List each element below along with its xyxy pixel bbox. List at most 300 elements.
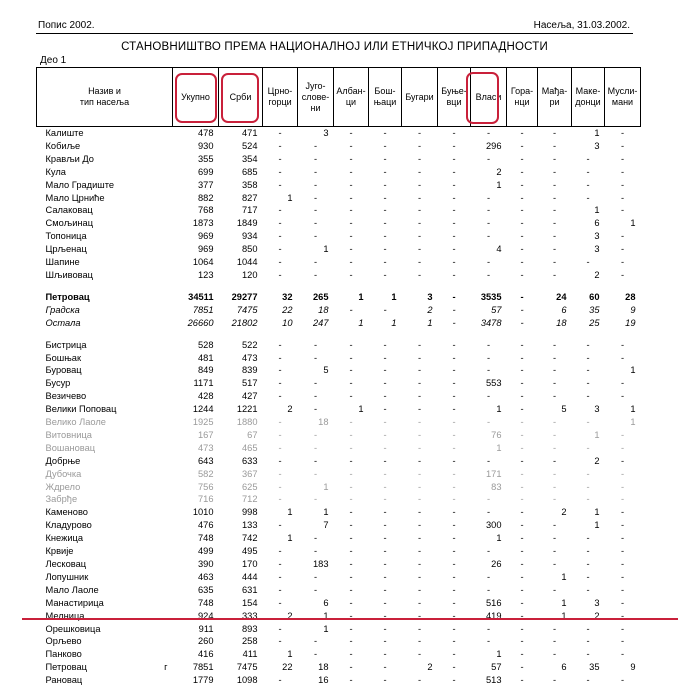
col-header-crnogorci: Црно- горци: [263, 68, 298, 127]
cell-ukupno: 463: [197, 571, 214, 582]
cell-makedonci: 1: [594, 520, 600, 531]
cell-bunjevci: -: [452, 520, 456, 531]
cell-muslimani: -: [620, 520, 625, 531]
cell-vlasi: -: [486, 205, 491, 216]
cell-albanci: -: [349, 494, 353, 505]
cell-srbi: 29277: [231, 291, 258, 302]
cell-bunjevci: -: [452, 304, 456, 315]
settlement-name-text: Топоница: [45, 231, 87, 242]
cell-jugosloveni: -: [313, 494, 318, 505]
col-header-ukupno: Укупно: [173, 68, 219, 127]
cell-vlasi: -: [486, 257, 491, 268]
cell-makedonci: -: [586, 675, 590, 686]
cell-jugosloveni: -: [313, 153, 318, 164]
cell-ukupno: 768: [197, 205, 214, 216]
cell-bugari: -: [417, 468, 422, 479]
cell-jugosloveni: -: [313, 339, 318, 350]
cell-jugosloveni: 18: [318, 304, 329, 315]
table-row: [37, 317, 641, 330]
cell-muslimani: -: [620, 153, 625, 164]
cell-albanci: -: [349, 205, 353, 216]
settlement-name-text: Шљивовац: [45, 269, 93, 280]
cell-jugosloveni: -: [313, 636, 318, 647]
cell-crnogorci: -: [278, 468, 282, 479]
cell-crnogorci: 2: [287, 610, 293, 621]
cell-crnogorci: 10: [282, 317, 293, 328]
cell-srbi: 850: [241, 244, 258, 255]
cell-albanci: -: [349, 649, 353, 660]
cell-bunjevci: -: [452, 404, 456, 415]
cell-ukupno: 7851: [192, 662, 214, 673]
table-row: [37, 597, 641, 610]
settlement-name-text: Добрње: [45, 455, 81, 466]
cell-madjari: -: [552, 218, 557, 229]
cell-jugosloveni: -: [313, 429, 318, 440]
settlement-name: [37, 648, 173, 661]
cell-madjari: -: [552, 365, 557, 376]
cell-madjari: 1: [561, 597, 567, 608]
cell-muslimani: -: [620, 128, 625, 138]
col-header-madjari: Мађа- ри: [538, 68, 572, 127]
cell-makedonci: -: [586, 257, 590, 268]
cell-ukupno: 1171: [193, 378, 214, 389]
table-row: [37, 269, 641, 282]
cell-crnogorci: -: [278, 559, 282, 569]
cell-srbi: 67: [247, 429, 258, 440]
cell-albanci: -: [349, 455, 353, 466]
settlement-name: [37, 623, 173, 636]
cell-srbi: 133: [241, 520, 258, 531]
cell-bunjevci: -: [452, 533, 456, 544]
cell-albanci: -: [349, 339, 353, 350]
cell-srbi: 258: [241, 636, 258, 647]
cell-madjari: 18: [556, 317, 567, 328]
cell-bosnjaci: -: [383, 649, 387, 660]
cell-vlasi: -: [486, 352, 491, 363]
cell-ukupno: 930: [197, 140, 214, 151]
cell-bugari: -: [417, 494, 422, 505]
table-row: [37, 442, 641, 455]
cell-srbi: 633: [241, 455, 258, 466]
cell-bunjevci: -: [452, 218, 456, 229]
cell-crnogorci: -: [278, 546, 282, 557]
cell-albanci: -: [349, 675, 353, 686]
table-row: [37, 230, 641, 243]
cell-ukupno: 377: [197, 179, 214, 190]
cell-vlasi: 2: [496, 166, 502, 177]
cell-makedonci: 3: [594, 140, 600, 151]
cell-crnogorci: -: [278, 218, 282, 229]
settlement-name: [37, 192, 173, 205]
cell-jugosloveni: -: [313, 231, 318, 242]
cell-albanci: 1: [358, 404, 364, 415]
settlement-name: [37, 661, 173, 674]
cell-crnogorci: -: [278, 339, 282, 350]
cell-crnogorci: -: [278, 442, 282, 453]
cell-muslimani: -: [620, 455, 625, 466]
cell-goranci: -: [520, 128, 524, 138]
col-header-srbi: Срби: [219, 68, 263, 127]
table-row: [37, 635, 641, 648]
cell-jugosloveni: 247: [312, 317, 329, 328]
cell-jugosloveni: 3: [323, 128, 329, 138]
cell-bunjevci: -: [452, 597, 456, 608]
cell-bunjevci: -: [452, 140, 456, 151]
cell-muslimani: -: [620, 140, 625, 151]
settlement-name-text: Кладурово: [45, 520, 92, 531]
cell-goranci: -: [520, 442, 524, 453]
cell-muslimani: -: [620, 481, 625, 492]
cell-crnogorci: 22: [282, 304, 293, 315]
cell-ukupno: 528: [197, 339, 214, 350]
red-underline: [22, 618, 678, 620]
cell-crnogorci: -: [278, 179, 282, 190]
cell-madjari: -: [552, 231, 557, 242]
cell-goranci: -: [520, 481, 524, 492]
cell-madjari: -: [552, 244, 557, 255]
cell-jugosloveni: -: [313, 205, 318, 216]
settlement-name-text: Мелница: [45, 610, 85, 621]
cell-albanci: -: [349, 218, 353, 229]
cell-albanci: -: [349, 571, 353, 582]
cell-albanci: -: [349, 391, 353, 402]
cell-bugari: -: [417, 623, 422, 634]
cell-vlasi: -: [486, 584, 491, 595]
cell-crnogorci: -: [278, 269, 282, 280]
cell-goranci: -: [520, 352, 524, 363]
cell-madjari: -: [552, 442, 557, 453]
cell-makedonci: 35: [589, 662, 600, 673]
settlement-name-text: Лопушник: [45, 571, 89, 582]
cell-madjari: -: [552, 468, 557, 479]
cell-crnogorci: -: [278, 140, 282, 151]
cell-bunjevci: -: [452, 610, 456, 621]
settlement-name: [37, 584, 173, 597]
cell-albanci: -: [349, 636, 353, 647]
cell-ukupno: 969: [197, 244, 214, 255]
settlement-name: [37, 256, 173, 269]
cell-bugari: 2: [427, 662, 433, 673]
cell-bugari: -: [417, 192, 422, 203]
settlement-name: [37, 339, 173, 352]
cell-bunjevci: -: [452, 257, 456, 268]
cell-jugosloveni: 183: [312, 559, 329, 569]
cell-makedonci: 1: [594, 128, 600, 138]
cell-bugari: -: [417, 675, 422, 686]
cell-makedonci: 1: [594, 507, 600, 518]
cell-bunjevci: -: [452, 365, 456, 376]
cell-ukupno: 1779: [192, 675, 214, 686]
cell-vlasi: -: [486, 571, 491, 582]
cell-srbi: 1098: [236, 675, 258, 686]
cell-bugari: -: [417, 352, 422, 363]
settlement-name: [37, 364, 173, 377]
cell-bunjevci: -: [452, 391, 456, 402]
settlement-name-text: Каменово: [45, 507, 88, 518]
cell-goranci: -: [520, 571, 524, 582]
cell-makedonci: -: [586, 481, 590, 492]
col-header-jugosloveni: Југо- слове- ни: [298, 68, 334, 127]
cell-makedonci: -: [586, 649, 590, 660]
table-row: [37, 455, 641, 468]
cell-crnogorci: -: [278, 584, 282, 595]
table-row: [37, 192, 641, 205]
cell-makedonci: -: [586, 494, 590, 505]
cell-muslimani: -: [620, 675, 625, 686]
cell-srbi: 524: [241, 140, 258, 151]
cell-jugosloveni: -: [313, 391, 318, 402]
cell-srbi: 827: [241, 192, 258, 203]
cell-bosnjaci: -: [383, 623, 387, 634]
settlement-name: [37, 493, 173, 506]
cell-srbi: 742: [241, 533, 258, 544]
cell-jugosloveni: 1: [323, 244, 329, 255]
cell-bosnjaci: -: [383, 455, 387, 466]
cell-albanci: -: [349, 179, 353, 190]
cell-madjari: -: [552, 533, 557, 544]
cell-bunjevci: -: [452, 675, 456, 686]
cell-bugari: -: [417, 597, 422, 608]
col-header-makedonci: Маке- донци: [572, 68, 605, 127]
cell-srbi: 358: [241, 179, 258, 190]
cell-bosnjaci: -: [383, 378, 387, 389]
cell-jugosloveni: 6: [323, 597, 329, 608]
cell-vlasi: -: [486, 636, 491, 647]
cell-albanci: -: [349, 623, 353, 634]
settlement-name: [37, 416, 173, 429]
cell-makedonci: -: [586, 365, 590, 376]
cell-muslimani: 1: [630, 218, 636, 229]
cell-muslimani: 9: [630, 304, 636, 315]
cell-crnogorci: -: [278, 352, 282, 363]
cell-ukupno: 476: [197, 520, 214, 531]
cell-makedonci: -: [586, 533, 590, 544]
settlement-name: [37, 610, 173, 623]
cell-madjari: 1: [561, 571, 567, 582]
cell-jugosloveni: -: [313, 269, 318, 280]
cell-makedonci: -: [586, 417, 590, 428]
table-row: [37, 661, 641, 674]
table-row: [37, 648, 641, 661]
cell-srbi: 839: [241, 365, 258, 376]
table-row: [37, 217, 641, 230]
cell-bunjevci: -: [452, 571, 456, 582]
cell-makedonci: 35: [589, 304, 600, 315]
table-row: [37, 558, 641, 571]
cell-jugosloveni: -: [313, 533, 318, 544]
cell-ukupno: 716: [197, 494, 214, 505]
cell-bunjevci: -: [452, 494, 456, 505]
cell-jugosloveni: 1: [323, 623, 329, 634]
cell-vlasi: -: [486, 623, 491, 634]
cell-bosnjaci: -: [383, 166, 387, 177]
cell-vlasi: 516: [485, 597, 502, 608]
settlement-name-text: Везичево: [45, 391, 87, 402]
cell-bosnjaci: -: [383, 507, 387, 518]
cell-goranci: -: [520, 675, 524, 686]
cell-muslimani: -: [620, 231, 625, 242]
cell-crnogorci: 1: [287, 533, 293, 544]
cell-bugari: -: [417, 571, 422, 582]
cell-muslimani: 28: [625, 291, 636, 302]
cell-vlasi: -: [486, 365, 491, 376]
cell-bosnjaci: -: [383, 520, 387, 531]
date-label: Насеља, 31.03.2002.: [533, 20, 630, 31]
cell-bosnjaci: -: [383, 404, 387, 415]
settlement-name: [37, 217, 173, 230]
cell-vlasi: 26: [491, 559, 502, 569]
cell-bosnjaci: -: [383, 610, 387, 621]
cell-crnogorci: -: [278, 494, 282, 505]
cell-bosnjaci: 1: [391, 317, 397, 328]
cell-goranci: -: [520, 166, 524, 177]
cell-vlasi: -: [486, 455, 491, 466]
cell-goranci: -: [520, 365, 524, 376]
settlement-name: [37, 545, 173, 558]
cell-goranci: -: [520, 231, 524, 242]
cell-muslimani: -: [620, 205, 625, 216]
cell-jugosloveni: 1: [323, 610, 329, 621]
col-header-name: Назив и тип насеља: [37, 68, 173, 127]
cell-ukupno: 416: [197, 649, 214, 660]
top-rule: [36, 33, 633, 34]
cell-crnogorci: 2: [287, 404, 293, 415]
cell-ukupno: 123: [197, 269, 214, 280]
cell-crnogorci: -: [278, 128, 282, 138]
cell-ukupno: 969: [197, 231, 214, 242]
cell-goranci: -: [520, 218, 524, 229]
cell-goranci: -: [520, 662, 524, 673]
cell-bunjevci: -: [452, 153, 456, 164]
cell-bunjevci: -: [452, 429, 456, 440]
settlement-name-text: Бошњак: [45, 352, 82, 363]
cell-bosnjaci: -: [383, 304, 387, 315]
cell-muslimani: -: [620, 571, 625, 582]
cell-bugari: -: [417, 244, 422, 255]
table-row: [37, 291, 641, 304]
cell-jugosloveni: -: [313, 546, 318, 557]
cell-madjari: -: [552, 205, 557, 216]
cell-vlasi: -: [486, 391, 491, 402]
table-row: [37, 204, 641, 217]
cell-goranci: -: [520, 205, 524, 216]
table-row: [37, 352, 641, 365]
cell-makedonci: 3: [594, 404, 600, 415]
cell-makedonci: -: [586, 571, 590, 582]
table-row: [37, 243, 641, 256]
cell-ukupno: 499: [197, 546, 214, 557]
cell-goranci: -: [520, 291, 524, 302]
cell-srbi: 717: [241, 205, 258, 216]
col-header-bosnjaci: Бош- њаци: [369, 68, 402, 127]
table-row: [37, 364, 641, 377]
cell-bugari: 3: [427, 291, 433, 302]
settlement-name-text: Остала: [45, 317, 81, 328]
cell-bugari: -: [417, 610, 422, 621]
cell-madjari: -: [552, 378, 557, 389]
cell-bunjevci: -: [452, 559, 456, 569]
cell-bugari: -: [417, 128, 422, 138]
cell-bosnjaci: -: [383, 140, 387, 151]
cell-bosnjaci: -: [383, 365, 387, 376]
cell-srbi: 1221: [236, 404, 258, 415]
cell-albanci: -: [349, 520, 353, 531]
settlement-name-text: Градска: [45, 304, 80, 315]
cell-vlasi: 57: [491, 304, 502, 315]
cell-muslimani: -: [620, 192, 625, 203]
settlement-name: [37, 635, 173, 648]
cell-goranci: -: [520, 317, 524, 328]
cell-bosnjaci: -: [383, 546, 387, 557]
cell-crnogorci: -: [278, 455, 282, 466]
settlement-name: [37, 230, 173, 243]
cell-srbi: 712: [241, 494, 258, 505]
cell-srbi: 471: [241, 128, 258, 138]
cell-albanci: -: [349, 429, 353, 440]
page-title: СТАНОВНИШТВО ПРЕМА НАЦИОНАЛНОЈ ИЛИ ЕТНИЧКОЈ ПРИПАДНОСТИ: [121, 41, 548, 53]
cell-madjari: -: [552, 417, 557, 428]
cell-makedonci: -: [586, 153, 590, 164]
cell-jugosloveni: -: [313, 455, 318, 466]
cell-crnogorci: 1: [287, 507, 293, 518]
table-row: [37, 506, 641, 519]
cell-makedonci: 25: [589, 317, 600, 328]
cell-albanci: -: [349, 128, 353, 138]
settlement-name-text: Дубочка: [45, 468, 82, 479]
cell-srbi: 893: [241, 623, 258, 634]
settlement-name-text: Буровац: [45, 365, 82, 376]
cell-madjari: -: [552, 494, 557, 505]
cell-bosnjaci: -: [383, 269, 387, 280]
settlement-name-text: Петровац: [45, 662, 87, 673]
cell-crnogorci: -: [278, 520, 282, 531]
cell-crnogorci: -: [278, 571, 282, 582]
cell-albanci: -: [349, 610, 353, 621]
cell-srbi: 21802: [231, 317, 258, 328]
settlement-name-text: Мало Црниће: [45, 192, 105, 203]
table-row: [37, 256, 641, 269]
cell-makedonci: -: [586, 623, 590, 634]
cell-madjari: -: [552, 339, 557, 350]
settlement-name-text: Манастирица: [45, 597, 104, 608]
cell-ukupno: 481: [197, 352, 214, 363]
cell-makedonci: -: [586, 442, 590, 453]
settlement-name: [37, 390, 173, 403]
cell-bugari: 1: [427, 317, 433, 328]
settlement-name: [37, 403, 173, 416]
cell-bosnjaci: -: [383, 481, 387, 492]
table-row: [37, 304, 641, 317]
cell-muslimani: -: [620, 257, 625, 268]
cell-muslimani: -: [620, 166, 625, 177]
cell-goranci: -: [520, 153, 524, 164]
cell-srbi: 465: [241, 442, 258, 453]
settlement-name-text: Рановац: [45, 675, 83, 686]
cell-jugosloveni: 18: [318, 662, 329, 673]
cell-srbi: 170: [241, 559, 258, 569]
cell-ukupno: 34511: [188, 291, 214, 302]
cell-makedonci: 60: [589, 291, 600, 302]
cell-srbi: 154: [241, 597, 258, 608]
cell-jugosloveni: -: [313, 218, 318, 229]
settlement-name-text: Панково: [45, 649, 82, 660]
cell-makedonci: -: [586, 378, 590, 389]
cell-srbi: 427: [241, 391, 258, 402]
cell-bosnjaci: -: [383, 494, 387, 505]
cell-bunjevci: -: [452, 244, 456, 255]
cell-jugosloveni: -: [313, 571, 318, 582]
settlement-name-text: Витовница: [45, 429, 92, 440]
